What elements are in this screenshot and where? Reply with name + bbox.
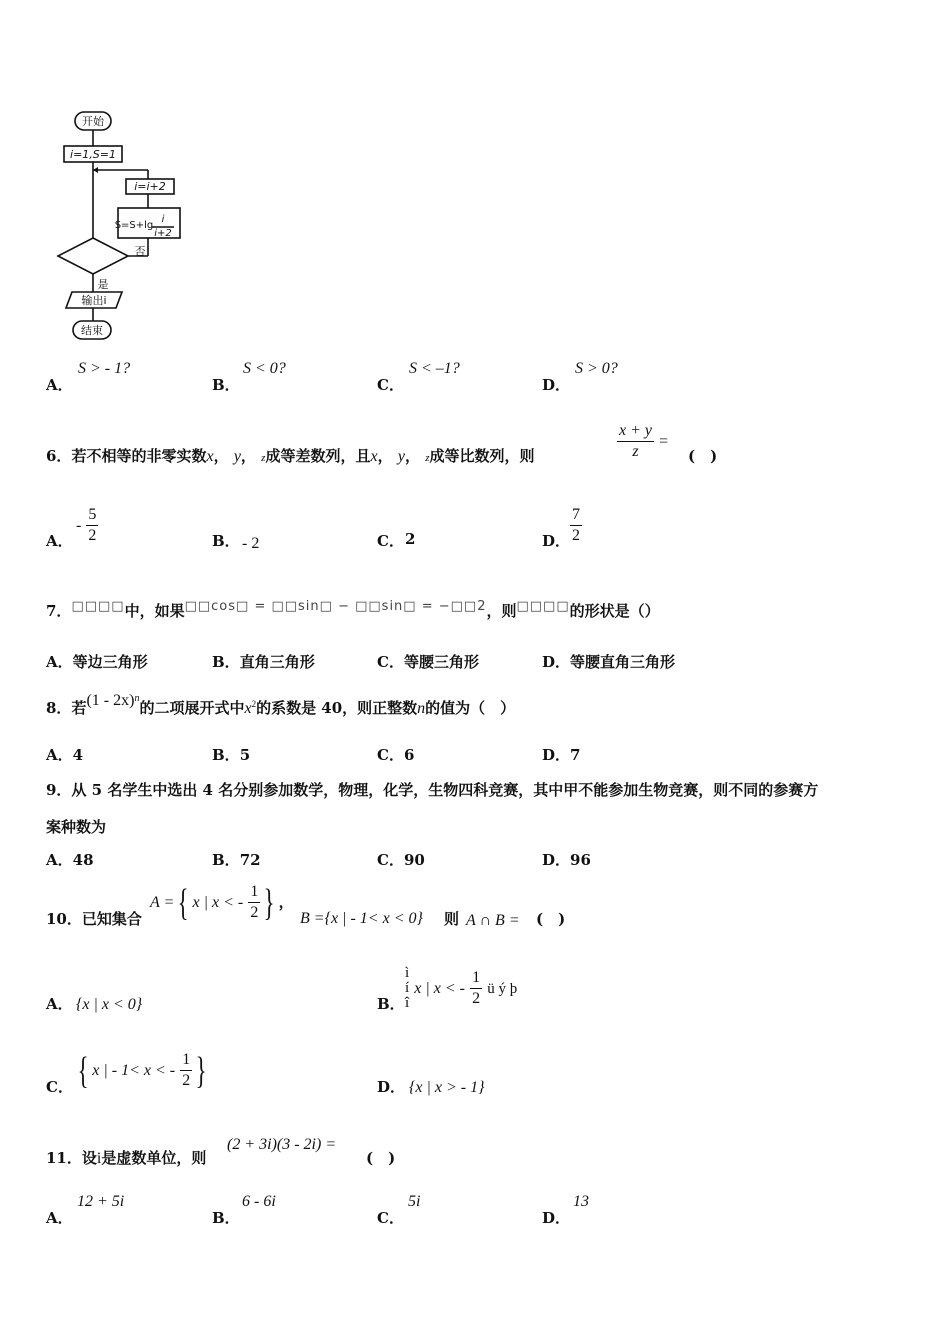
- q10-opt-d-value: {x | x > - 1}: [409, 1079, 485, 1096]
- q7-opt-b: B．直角三角形: [212, 653, 315, 671]
- q9-stem-line1: 9．从 5 名学生中选出 4 名分别参加数学，物理，化学，生物四科竞赛，其中甲不能参加生物竞赛，则不同的参赛方: [46, 781, 819, 799]
- q11-opt-a-value: 12 + 5i: [77, 1193, 125, 1210]
- q10-opt-b-value: ì í î x | x < - $\frac{1}{2}$ ü ý þ: [405, 965, 518, 1011]
- q7-opt-a: A．等边三角形: [46, 653, 148, 671]
- flow-init-text: i=1,S=1: [70, 148, 116, 161]
- q6-opt-c-label: C．: [377, 532, 404, 550]
- q10-opt-d-label: D．: [377, 1078, 406, 1096]
- q10-opt-c-value: { x | - 1< x < - $\frac{1}{2}$ }: [77, 1049, 207, 1092]
- q5-opt-c-label: C．: [377, 376, 404, 394]
- q10-set-a: A ={ x | x < - $\frac{1}{2}$ } ，: [150, 881, 294, 924]
- q11-opt-b-value: 6 - 6i: [242, 1193, 276, 1210]
- q11-opt-c-value: 5i: [408, 1193, 421, 1210]
- q11-opt-b-label: B．: [212, 1209, 240, 1227]
- flow-decision: [58, 238, 128, 274]
- q5-opt-b-text: S < 0?: [243, 360, 286, 377]
- q11-paren: ( ): [366, 1149, 396, 1167]
- flowchart: [50, 108, 200, 343]
- q5-opt-b-label: B．: [212, 376, 240, 394]
- q11-opt-d-value: 13: [573, 1193, 589, 1210]
- flow-update-i-text: i=i+2: [134, 180, 166, 193]
- q10-label: 10．已知集合: [46, 910, 142, 928]
- q6-fraction: $\frac{x + y}{z}$ =: [619, 422, 669, 460]
- q11-opt-a-label: A．: [46, 1209, 73, 1227]
- q6-opt-a-label: A．: [46, 532, 73, 550]
- q8-opt-c: C．6: [377, 746, 415, 764]
- q8-opt-a: A．4: [46, 746, 84, 764]
- q10-set-b: B ={x | - 1< x < 0}: [300, 910, 423, 927]
- flow-update-s-text: S=S+lg: [114, 220, 154, 231]
- q6-opt-a-value: - $\frac{5}{2}$: [76, 506, 97, 544]
- flow-start-text: 开始: [82, 115, 104, 128]
- q9-opt-d: D．96: [542, 851, 591, 869]
- q8-opt-d: D．7: [542, 746, 581, 764]
- q9-opt-a: A．48: [46, 851, 94, 869]
- q11-opt-c-label: C．: [377, 1209, 404, 1227]
- q10-paren: ( ): [536, 910, 566, 928]
- q7-opt-d: D．等腰直角三角形: [542, 653, 676, 671]
- q10-opt-a-value: {x | x < 0}: [76, 996, 143, 1013]
- q9-opt-b: B．72: [212, 851, 261, 869]
- q6-opt-c-value: 2: [405, 530, 416, 548]
- q9-opt-c: C．90: [377, 851, 425, 869]
- q7-stem: 7．□□□□中，如果□□cos□ = □□sin□ − □□sin□ = −□□2，则□□□□的形状是（）: [46, 599, 660, 620]
- q6-opt-b-value: - 2: [242, 535, 260, 552]
- flow-yes-label: 是: [97, 278, 109, 291]
- flow-no-label: 否: [134, 245, 146, 258]
- q5-opt-a-label: A．: [46, 376, 73, 394]
- q11-expression: (2 + 3i)(3 - 2i) =: [227, 1136, 337, 1153]
- q5-opt-c-text: S < –1?: [409, 360, 460, 377]
- flow-frac-den: i+2: [154, 228, 172, 239]
- q6-paren: ( ): [688, 447, 718, 465]
- q6-opt-d-value: $\frac{7}{2}$: [572, 506, 580, 544]
- flow-frac-num: i: [161, 214, 165, 225]
- q7-opt-c: C．等腰三角形: [377, 653, 479, 671]
- q11-stem: 11．设i是虚数单位，则: [46, 1149, 207, 1167]
- q10-opt-a-label: A．: [46, 995, 73, 1013]
- q10-intersection: A ∩ B =: [466, 912, 520, 929]
- q10-then: 则: [444, 910, 460, 928]
- q10-opt-c-label: C．: [46, 1078, 73, 1096]
- q5-opt-d-text: S > 0?: [575, 360, 618, 377]
- q9-stem-line2: 案种数为: [46, 818, 107, 836]
- q6-stem: 6．若不相等的非零实数x， y， z成等差数列，且x， y， z成等比数列，则: [46, 447, 535, 465]
- q6-opt-b-label: B．: [212, 532, 240, 550]
- q8-opt-b: B．5: [212, 746, 251, 764]
- q10-opt-b-label: B．: [377, 995, 405, 1013]
- q8-stem: 8．若(1 - 2x)$^n$的二项展开式中$x^2$的系数是 40，则正整数n的值为（ ）: [46, 692, 516, 717]
- q5-opt-a-text: S > - 1?: [78, 360, 131, 377]
- q11-opt-d-label: D．: [542, 1209, 571, 1227]
- flow-end-text: 结束: [81, 324, 103, 337]
- q5-opt-d-label: D．: [542, 376, 571, 394]
- flow-output-text: 输出i: [81, 294, 107, 307]
- q6-opt-d-label: D．: [542, 532, 571, 550]
